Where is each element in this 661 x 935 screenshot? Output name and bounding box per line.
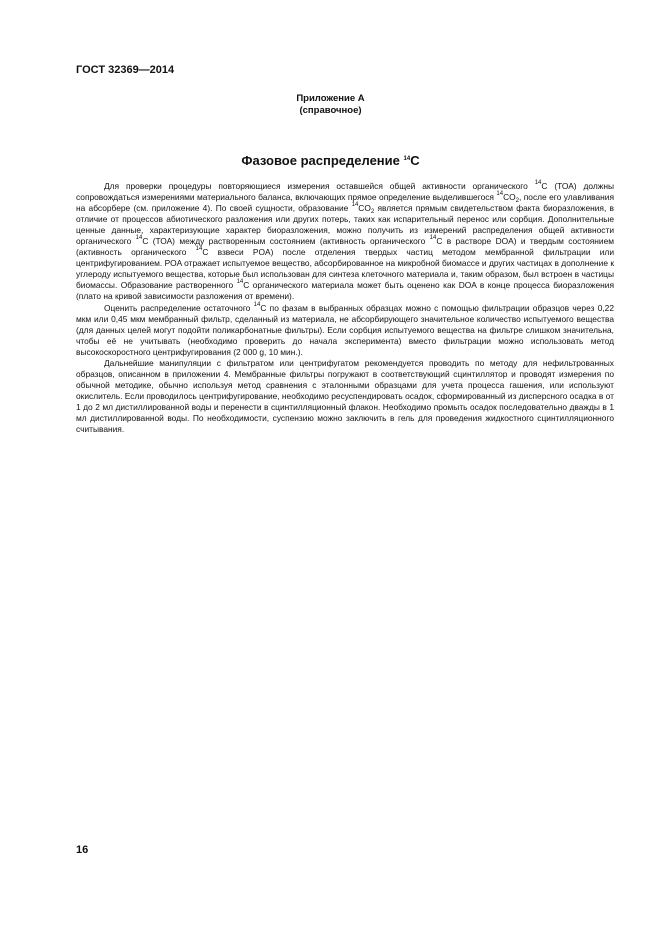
paragraph xyxy=(76,358,614,435)
text-run: CO xyxy=(503,192,516,203)
section-title-isotope-symbol: C xyxy=(410,153,420,168)
formula-subscript: 2 xyxy=(370,209,375,216)
text-run: С органического материала может быть оценено как DOA в конце процесса биоразложения (плато на кривой зависимости разложения от времени). xyxy=(76,280,615,302)
paragraph xyxy=(76,181,614,303)
isotope-superscript: 14 xyxy=(429,235,437,242)
annex-kind: (справочное) xyxy=(299,105,362,116)
isotope-superscript: 14 xyxy=(195,246,203,253)
text-run: С по фазам в выбранных образцах можно с помощью фильтрации образцов через 0,22 мкм или 0,45 мкм мембранный фильтр, сделанный из материала, не абсорбирующего значительное количество испытуемого вещества (для данных целей могут подойти поликарбонатные фильтры). Если сорбция испытуемого вещества на фильтре слишком значительна, чтобы её не учитывать (необходимо проверить до начала эксперимента) вместо фильтрации можно использовать метод высокоскоростного центрифугирования (2 000 g, 10 мин.). xyxy=(76,302,614,357)
section-title-text: Фазовое распределение xyxy=(241,153,404,168)
body-text xyxy=(76,181,614,435)
text-run: С взвеси POA) после отделения твердых частиц методом мембранной фильтрации или центрифугированием. POA отражает испытуемое вещество, абсорбированное на микробной биомассе и других частицах в дополнение к углероду испытуемого вещества, которые был использован для синтеза клеточного материала и, таким образом, был встроен в частицы биомассы. Образование растворенного xyxy=(76,247,614,291)
text-run: С в растворе DOA) и твердым состоянием (активность органического xyxy=(76,236,614,258)
text-run: является прямым свидетельством факта биоразложения, в отличие от процессов абиотического разложения или других потерь, таких как испарительный перенос или сорбция. Дополнительные ценные данные, характеризующие характер биоразложения, можно получить из измерений распределения общей активности органического xyxy=(76,203,614,247)
annex-heading xyxy=(0,93,661,117)
text-run: С (ТОА) должны сопровождаться измерениями материального баланса, включающих прямое определение выделившегося xyxy=(76,181,614,203)
text-run: Дальнейшие манипуляции с фильтратом или центрифугатом рекомендуется проводить по методу для нефильтрованных образцов, описанном в приложении 4. Мембранные фильтры погружают в соответствующий сцинтиллятор и проводят измерения по обычной методике, обычно используя метод сравнения с эталонными образцами для учета процесса гашения, или используют окислитель. Если проводилось центрифугирование, необходимо ресуспендировать осадок, сформированный из дисперсного осадка в от 1 до 2 мл дистиллированной воды и перенести в сцинтилляционный флакон. Необходимо промыть осадок последовательно дважды в 1 мл дистиллированной воды. По необходимости, суспензию можно заключить в гель для проведения жидкостного сцинтилляционного считывания. xyxy=(76,357,614,435)
isotope-superscript: 14 xyxy=(253,301,261,308)
paragraph xyxy=(76,303,614,358)
isotope-superscript: 14 xyxy=(135,235,143,242)
text-run: Для проверки процедуры повторяющиеся измерения оставшейся общей активности органического xyxy=(104,181,535,191)
isotope-superscript: 14 xyxy=(236,279,244,286)
text-run: Оценить распределение остаточного xyxy=(104,302,254,313)
formula-subscript: 2 xyxy=(515,198,519,205)
section-title xyxy=(0,153,661,168)
page-number: 16 xyxy=(76,844,89,856)
isotope-superscript: 14 xyxy=(534,180,542,186)
isotope-superscript: 14 xyxy=(351,202,359,209)
isotope-superscript: 14 xyxy=(496,191,504,198)
annex-label: Приложение А xyxy=(296,93,365,104)
text-run: С (ТОА) между растворенным состоянием (активность органического xyxy=(142,236,430,247)
text-run: , после его улавливания на абсорбере (см. приложение 4). По своей сущности, образование xyxy=(76,192,614,214)
text-run: CO xyxy=(358,203,371,214)
section-title-isotope-mass: 14 xyxy=(403,156,411,162)
standard-id: ГОСТ 32369—2014 xyxy=(76,64,175,76)
